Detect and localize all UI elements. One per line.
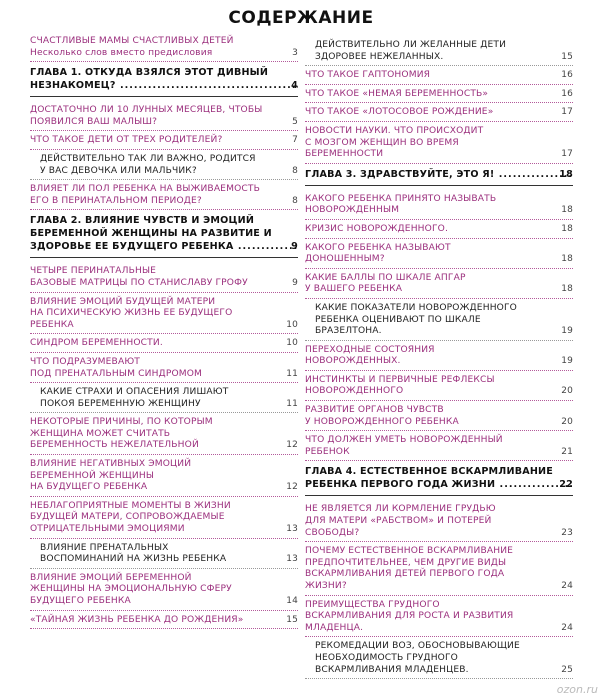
toc-entry-line: ЧТО ТАКОЕ «ЛОТОСОВОЕ РОЖДЕНИЕ» <box>305 107 494 118</box>
toc-entry-line: НА ПСИХИЧЕСКУЮ ЖИЗНЬ ЕЕ БУДУЩЕГО <box>30 308 233 319</box>
toc-entry-line: ПОКОЯ БЕРЕМЕННУЮ ЖЕНЩИНУ <box>40 398 201 409</box>
toc-page-number: 4 <box>291 80 298 92</box>
toc-entry-line: КАКОГО РЕБЕНКА ПРИНЯТО НАЗЫВАТЬ <box>305 193 497 204</box>
toc-entry-line: ЧТО ДОЛЖЕН УМЕТЬ НОВОРОЖДЕННЫЙ <box>305 435 503 446</box>
toc-page-number: 24 <box>561 581 573 591</box>
toc-entry <box>305 224 573 239</box>
toc-entry-subtitle: Несколько слов вместо предисловия <box>30 47 213 58</box>
toc-page-number: 5 <box>292 116 298 127</box>
toc-entry-line: ВЛИЯНИЕ ЭМОЦИЙ БЕРЕМЕННОЙ <box>30 572 192 583</box>
toc-entry-line: ВСКАРМЛИВАНИЯ МЛАДЕНЦЕВ. <box>315 664 469 675</box>
toc-entry-line: ПЕРЕХОДНЫЕ СОСТОЯНИЯ <box>305 344 435 355</box>
toc-chapter <box>305 168 573 186</box>
watermark: ozon.ru <box>556 683 598 696</box>
toc-entry-title <box>30 417 298 452</box>
toc-entry-line: КАКОГО РЕБЕНКА НАЗЫВАЮТ <box>305 242 451 253</box>
toc-entry-line: ВОСПОМИНАНИЙ НА ЖИЗНЬ РЕБЕНКА <box>40 554 227 565</box>
toc-entry-title <box>30 135 298 147</box>
toc-chapter <box>305 465 573 496</box>
toc-entry-line: МЛАДЕНЦА. <box>305 622 364 633</box>
toc-entry <box>305 40 573 66</box>
toc-entry-line: ПРЕИМУЩЕСТВА ГРУДНОГО <box>305 599 440 610</box>
toc-entry <box>305 600 573 638</box>
toc-left-column <box>30 36 298 633</box>
toc-page-number: 15 <box>286 614 298 625</box>
toc-entry-line: «ТАЙНАЯ ЖИЗНЬ РЕБЕНКА ДО РОЖДЕНИЯ» <box>30 614 244 625</box>
toc-entry-title <box>305 405 573 428</box>
toc-entry <box>305 107 573 122</box>
toc-entry-line: БУДУЩЕЙ МАТЕРИ, СОПРОВОЖДАЕМЫЕ <box>30 512 225 523</box>
toc-page-number: 22 <box>559 479 573 491</box>
toc-entry-line: ПОЧЕМУ ЕСТЕСТВЕННОЕ ВСКАРМЛИВАНИЕ <box>305 546 514 557</box>
toc-page-number: 10 <box>286 338 298 349</box>
toc-entry-line: ЖИЗНИ? <box>305 581 347 591</box>
toc-entry-line: БУДУЩЕГО РЕБЕНКА <box>30 596 131 606</box>
toc-entry-line: БЕРЕМЕННОСТИ <box>305 149 384 160</box>
toc-entry-line: НЕ ЯВЛЯЕТСЯ ЛИ КОРМЛЕНИЕ ГРУДЬЮ <box>305 504 496 515</box>
toc-page-number: 20 <box>561 416 573 427</box>
toc-entry-title <box>30 459 298 494</box>
toc-page-number: 3 <box>292 47 298 58</box>
toc-page-number: 13 <box>286 524 298 535</box>
toc-entry-line: ГЛАВА 3. ЗДРАВСТВУЙТЕ, ЭТО Я! ..... <box>305 168 555 181</box>
toc-page-number: 23 <box>561 527 573 538</box>
toc-entry-title <box>30 36 298 59</box>
toc-entry <box>30 615 298 630</box>
toc-entry-line: У ВАШЕГО РЕБЕНКА <box>305 284 403 295</box>
toc-entry-line: ВСКАРМЛИВАНИЯ ДЛЯ РОСТА И РАЗВИТИЯ <box>305 611 514 622</box>
toc-page-number: 8 <box>292 195 298 206</box>
toc-page-number: 12 <box>286 440 298 451</box>
toc-entry-line: ЗДОРОВЕЕ НЕЖЕЛАННЫХ. <box>315 51 444 62</box>
toc-entry <box>305 546 573 595</box>
toc-entry-line: ПОЯВИЛСЯ ВАШ МАЛЫШ? <box>30 116 158 127</box>
toc-page-number: 8 <box>292 165 298 176</box>
toc-entry-line: НЕКОТОРЫЕ ПРИЧИНЫ, ПО КОТОРЫМ <box>30 417 213 428</box>
toc-entry-title <box>30 338 298 350</box>
toc-entry-line: БЕРЕМЕННОСТЬ НЕЖЕЛАТЕЛЬНОЙ <box>30 440 199 451</box>
toc-page-number: 18 <box>561 284 573 295</box>
toc-entry-line: ЧТО ТАКОЕ ГАПТОНOMИЯ <box>305 70 431 81</box>
toc-entry-line: СИНДРОМ БЕРЕМЕННОСТИ. <box>30 338 163 349</box>
toc-entry-title <box>30 105 298 128</box>
toc-entry <box>30 297 298 335</box>
toc-entry-title <box>30 66 298 92</box>
toc-page-number: 13 <box>286 554 298 565</box>
toc-page-number: 16 <box>561 70 573 81</box>
toc-page-number: 19 <box>561 356 573 367</box>
toc-chapter <box>30 214 298 258</box>
toc-entry <box>305 504 573 542</box>
toc-chapter <box>30 66 298 97</box>
toc-entry-title <box>305 194 573 217</box>
toc-entry-title <box>30 615 298 627</box>
toc-entry-title <box>305 465 573 491</box>
toc-entry-line: РЕБЕНОК <box>305 446 350 457</box>
toc-entry-title <box>305 107 573 119</box>
toc-entry-line: НЕБЛАГОПРИЯТНЫЕ МОМЕНТЫ В ЖИЗНИ <box>30 500 231 511</box>
toc-entry-line: НОВОРОЖДЕННЫМ <box>305 205 400 216</box>
toc-page-number: 15 <box>561 51 573 62</box>
toc-entry-line: У ВАС ДЕВОЧКА ИЛИ МАЛЬЧИК? <box>40 165 197 176</box>
toc-entry-title <box>305 345 573 368</box>
toc-entry-line: ПОД ПРЕНАТАЛЬНЫМ СИНДРОМОМ <box>30 368 203 379</box>
toc-entry-title <box>30 266 298 289</box>
toc-entry <box>305 70 573 85</box>
toc-entry-line: БРАЗЕЛТОНА. <box>315 326 382 337</box>
toc-entry-title <box>30 501 298 536</box>
toc-page-number: 12 <box>286 482 298 493</box>
toc-page-number: 11 <box>286 398 298 409</box>
toc-page-number: 18 <box>561 254 573 265</box>
toc-entry <box>30 357 298 383</box>
toc-entry-title <box>305 546 573 592</box>
toc-entry-line: КАКИЕ ПОКАЗАТЕЛИ НОВОРОЖДЕННОГО <box>315 302 517 313</box>
toc-entry <box>30 154 298 180</box>
toc-entry-line: ЖЕНЩИНЫ НА ЭМОЦИОНАЛЬНУЮ СФЕРУ <box>30 584 232 595</box>
toc-entry-line: НОВОСТИ НАУКИ. ЧТО ПРОИСХОДИТ <box>305 125 484 136</box>
toc-entry <box>305 273 573 299</box>
toc-entry <box>30 266 298 292</box>
toc-page-number: 9 <box>292 277 298 288</box>
toc-right-column <box>305 40 573 683</box>
toc-entry-line: РЕБЕНКА ОЦЕНИВАЮТ ПО ШКАЛЕ <box>315 314 481 325</box>
toc-entry <box>305 641 573 679</box>
toc-entry-line: РЕКОМЕДАЦИИ ВОЗ, ОБОСНОВЫВАЮЩИЕ <box>315 641 520 652</box>
toc-entry <box>30 459 298 497</box>
toc-entry-line: НОВОРОЖДЕННОГО <box>305 386 404 397</box>
toc-entry <box>305 375 573 401</box>
toc-entry-title <box>305 303 573 338</box>
toc-entry-title <box>305 273 573 296</box>
toc-entry-title <box>305 435 573 458</box>
toc-entry-line: СЧАСТЛИВЫЕ МАМЫ СЧАСТЛИВЫХ ДЕТЕЙ <box>30 36 234 46</box>
toc-entry-title <box>30 357 298 380</box>
toc-entry <box>305 194 573 220</box>
toc-entry <box>305 405 573 431</box>
toc-entry-line: РАЗВИТИЕ ОРГАНОВ ЧУВСТВ <box>305 405 444 416</box>
toc-entry-line: ВСКАРМЛИВАНИЯ ДЕТЕЙ ПЕРВОГО ГОДА <box>305 569 505 580</box>
toc-entry-line: ЖЕНЩИНА МОЖЕТ СЧИТАТЬ <box>30 428 171 439</box>
toc-entry <box>305 89 573 104</box>
toc-entry-line: ЧЕТЫРЕ ПЕРИНАТАЛЬНЫЕ <box>30 266 157 277</box>
page-title: СОДЕРЖАНИЕ <box>228 8 374 28</box>
toc-entry-title <box>30 184 298 207</box>
toc-entry-line: У НОВОРОЖДЕННОГО РЕБЕНКА <box>305 416 459 427</box>
toc-entry-line: СВОБОДЫ? <box>305 527 360 538</box>
toc-entry-line: ОТРИЦАТЕЛЬНЫМИ ЭМОЦИЯМИ <box>30 524 185 535</box>
toc-page-number: 25 <box>561 664 573 675</box>
toc-entry-line: ЗДОРОВЬЕ ЕЕ БУДУЩЕГО РЕБЕНКА ..... <box>30 240 280 253</box>
toc-entry-line: ДЕЙСТВИТЕЛЬНО ЛИ ЖЕЛАННЫЕ ДЕТИ <box>315 40 507 50</box>
toc-page-number: 7 <box>292 135 298 146</box>
toc-entry-line: ВЛИЯНИЕ ПРЕНАТАЛЬНЫХ <box>40 542 169 553</box>
toc-entry-title <box>30 387 298 410</box>
toc-preface-entry <box>30 36 298 62</box>
toc-entry-line: БАЗОВЫЕ МАТРИЦЫ ПО СТАНИСЛАВУ ГРОФУ <box>30 277 248 288</box>
toc-entry-line: ЕГО В ПЕРИНАТАЛЬНОМ ПЕРИОДЕ? <box>30 195 202 206</box>
toc-entry <box>30 135 298 150</box>
toc-entry-line: РЕБЕНКА <box>30 319 74 330</box>
toc-entry <box>30 105 298 131</box>
toc-entry-title <box>305 600 573 635</box>
toc-page-number: 11 <box>286 368 298 379</box>
toc-entry-line: ДЕЙСТВИТЕЛЬНО ТАК ЛИ ВАЖНО, РОДИТСЯ <box>40 153 256 164</box>
toc-entry <box>30 543 298 569</box>
toc-page-number: 9 <box>291 241 298 253</box>
toc-entry <box>30 387 298 413</box>
toc-entry-line: ЧТО ТАКОЕ ДЕТИ ОТ ТРЕХ РОДИТЕЛЕЙ? <box>30 135 223 146</box>
toc-page-number: 14 <box>286 596 298 606</box>
toc-entry-line: НЕОБХОДИМОСТЬ ГРУДНОГО <box>315 652 458 663</box>
toc-entry <box>305 435 573 461</box>
toc-entry-title <box>305 168 573 181</box>
toc-entry-line: НОВОРОЖДЕННЫХ. <box>305 356 401 367</box>
toc-entry <box>305 243 573 269</box>
toc-entry-line: БЕРЕМЕННОЙ ЖЕНЩИНЫ <box>30 470 155 481</box>
toc-entry-line: РЕБЕНКА ПЕРВОГО ГОДА ЖИЗНИ ..... <box>305 478 555 491</box>
toc-entry-title <box>30 543 298 566</box>
toc-entry-title <box>30 297 298 332</box>
toc-entry-line: ИНСТИНКТЫ И ПЕРВИЧНЫЕ РЕФЛЕКСЫ <box>305 374 495 385</box>
toc-entry-line: КАКИЕ СТРАХИ И ОПАСЕНИЯ ЛИШАЮТ <box>40 387 229 398</box>
toc-entry <box>30 417 298 455</box>
toc-entry-line: ЧТО ПОДРАЗУМЕВАЮТ <box>30 356 140 367</box>
toc-entry <box>30 184 298 210</box>
toc-entry-line: ГЛАВА 1. ОТКУДА ВЗЯЛСЯ ЭТОТ ДИВНЫЙ <box>30 67 269 79</box>
toc-entry <box>30 338 298 353</box>
toc-entry-line: ДЛЯ МАТЕРИ «РАБСТВОМ» И ПОТЕРЕЙ <box>305 516 492 527</box>
toc-entry-line: КРИЗИС НОВОРОЖДЕННОГО. <box>305 223 449 234</box>
toc-entry-line: НА БУДУЩЕГО РЕБЕНКА <box>30 482 148 493</box>
toc-entry-title <box>305 70 573 82</box>
toc-page-number: 20 <box>561 386 573 397</box>
toc-entry-title <box>305 89 573 101</box>
toc-entry-line: БЕРЕМЕННОЙ ЖЕНЩИНЫ НА РАЗВИТИЕ И <box>30 228 272 240</box>
toc-entry-title <box>305 504 573 539</box>
toc-entry-line: ВЛИЯЕТ ЛИ ПОЛ РЕБЕНКА НА ВЫЖИВАЕМОСТЬ <box>30 184 260 195</box>
toc-page-number: 18 <box>559 168 573 180</box>
toc-page-number: 10 <box>286 319 298 330</box>
toc-entry <box>30 573 298 611</box>
toc-entry-title <box>30 573 298 608</box>
toc-page-number: 18 <box>561 205 573 216</box>
toc-entry-line: С МОЗГОМ ЖЕНЩИН ВО ВРЕМЯ <box>305 137 459 148</box>
toc-entry-title <box>305 641 573 676</box>
toc-entry-line: ЧТО ТАКОЕ «НЕМАЯ БЕРЕМЕННОСТЬ» <box>305 88 489 99</box>
toc-entry-title <box>305 243 573 266</box>
toc-page-number: 16 <box>561 88 573 99</box>
toc-entry <box>30 501 298 539</box>
toc-entry-line: ГЛАВА 4. ЕСТЕСТВЕННОЕ ВСКАРМЛИВАНИЕ <box>305 466 554 478</box>
toc-entry-title <box>305 126 573 161</box>
toc-page-number: 19 <box>561 326 573 337</box>
toc-entry-line: ВЛИЯНИЕ ЭМОЦИЙ БУДУЩЕЙ МАТЕРИ <box>30 296 216 307</box>
toc-entry-line: КАКИЕ БАЛЛЫ ПО ШКАЛЕ АПГАР <box>305 272 466 283</box>
toc-entry-line: ГЛАВА 2. ВЛИЯНИЕ ЧУВСТВ И ЭМОЦИЙ <box>30 215 255 227</box>
toc-entry-title <box>305 375 573 398</box>
toc-entry-title <box>30 154 298 177</box>
toc-entry-line: НЕЗНАКОМЕЦ? ..... <box>30 79 280 92</box>
toc-entry-title <box>305 224 573 236</box>
toc-entry-title <box>30 214 298 253</box>
toc-entry <box>305 126 573 164</box>
toc-page-number: 17 <box>561 149 573 160</box>
toc-entry-line: ДОСТАТОЧНО ЛИ 10 ЛУННЫХ МЕСЯЦЕВ, ЧТОБЫ <box>30 105 263 116</box>
toc-page-number: 24 <box>561 622 573 633</box>
toc-entry-line: ВЛИЯНИЕ НЕГАТИВНЫХ ЭМОЦИЙ <box>30 459 192 470</box>
toc-entry <box>305 303 573 341</box>
toc-entry <box>305 345 573 371</box>
toc-page-number: 17 <box>561 107 573 118</box>
toc-entry-line: ПРЕДПОЧТИТЕЛЬНЕЕ, ЧЕМ ДРУГИЕ ВИДЫ <box>305 557 507 568</box>
toc-page-number: 18 <box>561 223 573 234</box>
toc-entry-title <box>305 40 573 63</box>
toc-page-number: 21 <box>561 446 573 457</box>
toc-entry-line: ДОНОШЕННЫМ? <box>305 254 385 265</box>
